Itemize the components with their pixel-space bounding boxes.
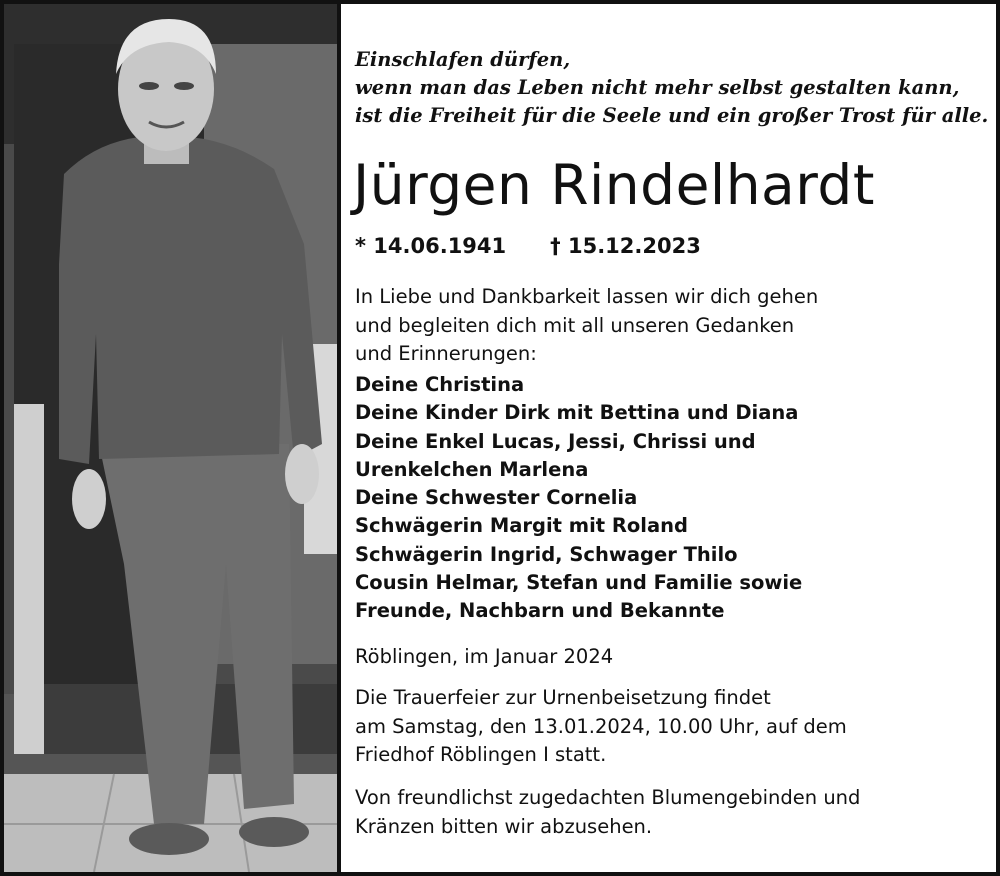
ceremony-line: Friedhof Röblingen I statt. [355,743,607,766]
flowers-line: Von freundlichst zugedachten Blumengebinden und [355,786,861,809]
portrait-photo [4,4,337,872]
portrait-illustration [4,4,337,872]
intro-text [355,283,818,369]
deceased-name: Jürgen Rindelhardt [353,153,875,217]
mourner-line: Deine Christina [355,373,525,396]
ceremony-line: Die Trauerfeier zur Urnenbeisetzung findet [355,686,771,709]
photo-divider [337,4,341,872]
intro-line: und Erinnerungen: [355,342,537,365]
intro-line: und begleiten dich mit all unseren Gedanken [355,313,795,337]
mourner-line: Urenkelchen Marlena [355,457,589,481]
ceremony-info [355,684,847,770]
mourner-line: Deine Enkel Lucas, Jessi, Chrissi und [355,429,756,453]
death-date: † 15.12.2023 [550,234,701,258]
motto-line: ist die Freiheit für die Seele und ein großer Trost für alle. [355,104,989,127]
mourner-line: Deine Kinder Dirk mit Bettina und Diana [355,401,799,425]
flowers-note [355,784,860,841]
mourner-line: Deine Schwester Cornelia [355,486,638,510]
birth-date: * 14.06.1941 [355,234,507,258]
life-dates [355,232,701,260]
mourner-line: Freunde, Nachbarn und Bekannte [355,599,725,623]
intro-line: In Liebe und Dankbarkeit lassen wir dich gehen [355,285,819,308]
mourner-line: Cousin Helmar, Stefan und Familie sowie [355,571,803,595]
motto-line: Einschlafen dürfen, [355,48,571,71]
flowers-line: Kränzen bitten wir abzusehen. [355,814,653,838]
mourners-list [355,371,802,626]
motto [355,46,988,130]
mourner-line: Schwägerin Ingrid, Schwager Thilo [355,542,738,566]
ceremony-line: am Samstag, den 13.01.2024, 10.00 Uhr, auf dem [355,714,847,738]
mourner-line: Schwägerin Margit mit Roland [355,514,688,538]
motto-line: wenn man das Leben nicht mehr selbst gestalten kann, [355,76,960,99]
place-date: Röblingen, im Januar 2024 [355,645,614,668]
